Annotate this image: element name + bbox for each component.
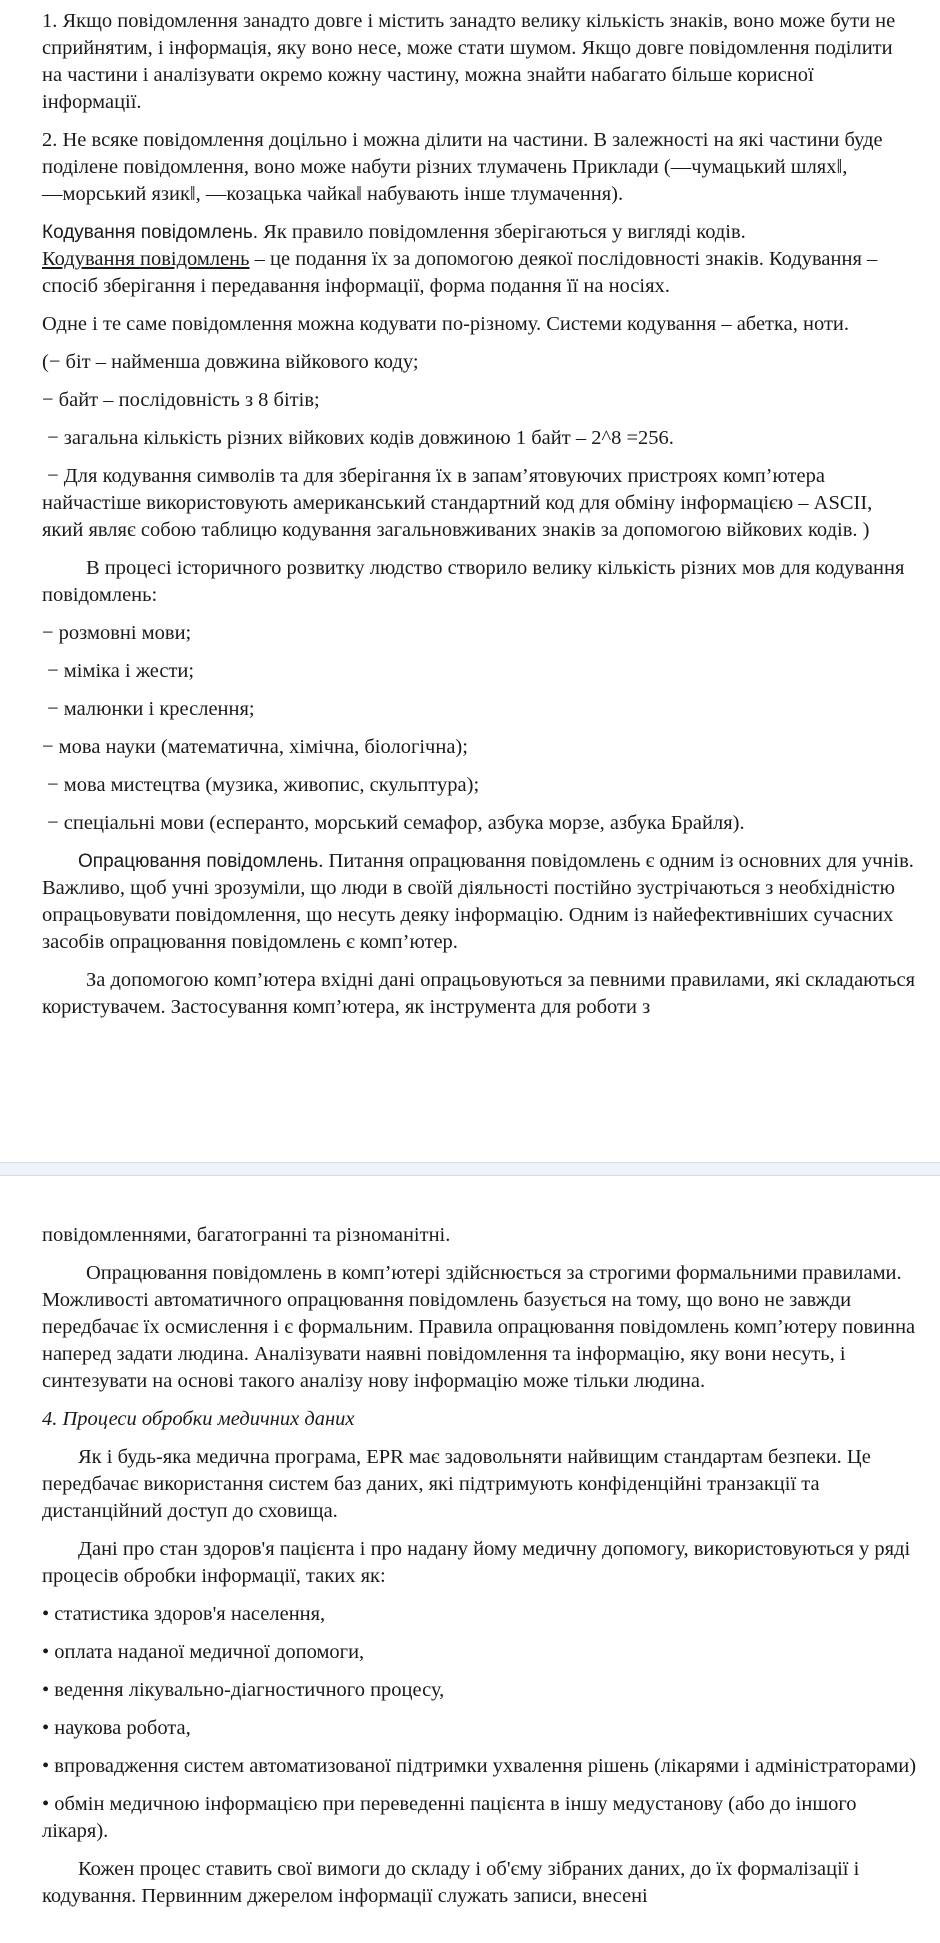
bullet-item-6: • обмін медичною інформацією при переведенні пацієнта в іншу медустанову (або до іншого лікаря). [42,1793,857,1842]
coding-paragraph [42,219,917,300]
language-item-2: − міміка і жести; [42,660,195,682]
computer-paragraph: За допомогою комп’ютера вхідні дані опрацьовуються за певними правилами, які складаються користувачем. Застосування комп’ютера, як інструмента для роботи з [42,969,916,1018]
paragraph-encoding-systems: Одне і те саме повідомлення можна кодувати по-різному. Системи кодування – абетка, ноти. [42,313,850,335]
processing-text: . Питання опрацювання повідомлень є одним із основних для учнів. Важливо, щоб учні зрозуміли, що люди в своїй діяльності постійно зустрічаються з необхідністю опрацьовувати повідомлення, що несуть деяку інформацію. Одним із найефективніших сучасних засобів опрацювання повідомлень є комп’ютер. [42,850,914,953]
processing-heading: Опрацювання повідомлень [78,851,319,872]
section-heading: 4. Процеси обробки медичних даних [42,1408,355,1430]
page-2-content [42,1222,917,1921]
language-item-5: − мова мистецтва (музика, живопис, скульптура); [42,774,480,796]
coding-text-2: – це подання їх за допомогою деякої послідовності знаків. Кодування – спосіб зберігання і передавання інформації, форма подання її на носіях. [42,248,878,297]
coding-heading: Кодування повідомлень. [42,222,259,243]
language-item-6: − спеціальні мови (есперанто, морський семафор, азбука морзе, азбука Брайля). [42,812,745,834]
page-separator [0,1162,940,1176]
paragraph-2: 2. Не всяке повідомлення доцільно і можна ділити на частини. В залежності на які частини буде поділене повідомлення, воно може набути різних тлумачень Приклади (―чумацький шлях‖, ―морський язик‖, ―козацька чайка‖ набувають інше тлумачення). [42,129,883,205]
bullet-item-3: • ведення лікувально-діагностичного процесу, [42,1679,445,1701]
processing-paragraph [42,848,917,956]
language-item-4: − мова науки (математична, хімічна, біологічна); [42,736,468,758]
document-page-2 [0,1176,940,1943]
bullet-item-4: • наукова робота, [42,1717,191,1739]
list-item-byte: − байт – послідовність з 8 бітів; [42,389,320,411]
list-item-total-codes: − загальна кількість різних війкових кодів довжиною 1 байт – 2^8 =256. [42,427,674,449]
list-item-ascii: − Для кодування символів та для зберігання їх в запам’ятовуючих пристроях комп’ютера найчастіше використовують американський стандартний код для обміну інформацією – ASCII, який являє собою таблицю кодування загальновживаних знаків за допомогою війкових кодів. ) [42,465,878,541]
paragraph-1: 1. Якщо повідомлення занадто довге і містить занадто велику кількість знаків, воно може бути не сприйнятим, і інформація, яку воно несе, може стати шумом. Якщо довге повідомлення поділити на частини і аналізувати окремо кожну частину, можна знайти набагато більше корисної інформації. [42,10,896,113]
language-item-1: − розмовні мови; [42,622,192,644]
coding-text-1: Як правило повідомлення зберігаються у вигляді кодів. [258,221,746,243]
history-paragraph: В процесі історичного розвитку людство створило велику кількість різних мов для кодування повідомлень: [42,557,905,606]
bullet-item-5: • впровадження систем автоматизованої підтримки ухвалення рішень (лікарями і адміністраторами) [42,1755,917,1777]
requirements-paragraph: Кожен процес ставить свої вимоги до складу і об'єму зібраних даних, до їх формалізації і кодування. Первинним джерелом інформації служать записи, внесені [42,1858,860,1907]
language-item-3: − малюнки і креслення; [42,698,255,720]
bullet-item-2: • оплата наданої медичної допомоги, [42,1641,365,1663]
page-1-content [42,8,917,1032]
bullet-item-1: • статистика здоров'я населення, [42,1603,326,1625]
list-item-bit: (− біт – найменша довжина війкового коду; [42,351,419,373]
continued-paragraph: повідомленнями, багатогранні та різноманітні. [42,1224,451,1246]
coding-term: Кодування повідомлень [42,248,250,270]
epr-paragraph: Як і будь-яка медична програма, EPR має задовольняти найвищим стандартам безпеки. Це передбачає використання систем баз даних, які підтримують конфіденційні транзакції та дистанційний доступ до сховища. [42,1446,871,1522]
patient-data-paragraph: Дані про стан здоров'я пацієнта і про надану йому медичну допомогу, використовуються у ряді процесів обробки інформації, таких як: [42,1538,911,1587]
formal-rules-paragraph: Опрацювання повідомлень в комп’ютері здійснюється за строгими формальними правилами. Можливості автоматичного опрацювання повідомлень базується на тому, що воно не завжди передбачає їх осмислення і є формальним. Правила опрацювання повідомлень комп’ютеру повинна наперед задати людина. Аналізувати наявні повідомлення та інформацію, яку вони несуть, і синтезувати на основі такого аналізу нову інформацію може тільки людина. [42,1262,916,1392]
